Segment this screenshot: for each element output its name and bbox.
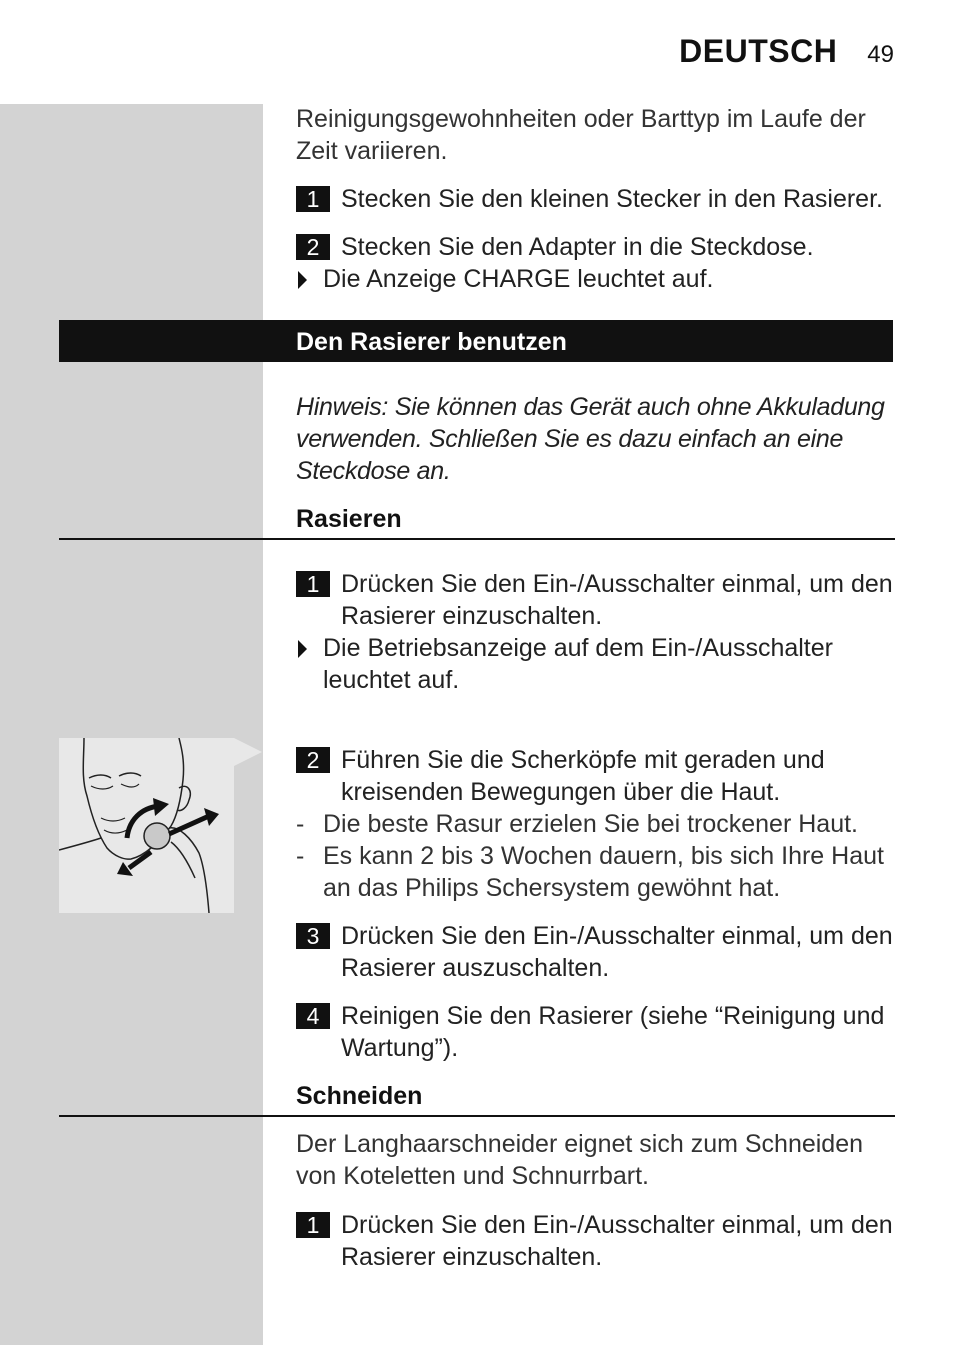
trimming-paragraph: Der Langhaarschneider eignet sich zum Schneiden von Koteletten und Schnurrbart. [296,1130,864,1190]
shaving-illustration [59,738,234,913]
step-text: Stecken Sie den Adapter in die Steckdose. [341,233,814,261]
step-number: 1 [296,1212,330,1238]
subheading-rasieren: Rasieren [296,505,402,533]
trimming-step-1 [296,1209,906,1273]
tip-text: Die beste Rasur erzielen Sie bei trockener Haut. [323,810,858,838]
dash-bullet-icon: - [296,810,305,838]
result-bullet [296,632,906,696]
shaving-step-1 [296,568,906,696]
step-number: 1 [296,571,330,597]
triangle-bullet-icon [298,271,307,289]
result-bullet [296,263,906,295]
gray-sidebar [0,104,263,1345]
tip-item [296,840,906,904]
language-label: DEUTSCH [679,33,838,69]
section-title: Den Rasierer benutzen [296,328,567,356]
divider-rule [59,538,895,540]
step-number: 1 [296,186,330,212]
shaving-step-3 [296,920,906,984]
tip-item [296,808,906,840]
subheading-schneiden: Schneiden [296,1082,423,1110]
step-text: Drücken Sie den Ein-/Ausschalter einmal, um den Rasierer auszuschalten. [341,922,893,982]
charge-step-2 [296,231,906,295]
step-text: Reinigen Sie den Rasierer (siehe “Reinigung und Wartung”). [341,1002,885,1062]
result-text: Die Betriebsanzeige auf dem Ein-/Ausschalter leuchtet auf. [323,634,833,694]
divider-rule [59,1115,895,1117]
shaving-step-2 [296,744,906,904]
intro-paragraph: Reinigungsgewohnheiten oder Barttyp im Laufe der Zeit variieren. [296,105,866,165]
note-paragraph: Hinweis: Sie können das Gerät auch ohne Akkuladung verwenden. Schließen Sie es dazu einfach an eine Steckdose an. [296,393,885,485]
page-header [679,33,894,73]
step-text: Führen Sie die Scherköpfe mit geraden und kreisenden Bewegungen über die Haut. [341,746,825,806]
step-number: 4 [296,1003,330,1029]
step-text: Stecken Sie den kleinen Stecker in den Rasierer. [341,185,883,213]
tip-text: Es kann 2 bis 3 Wochen dauern, bis sich Ihre Haut an das Philips Schersystem gewöhnt hat. [323,842,884,902]
triangle-bullet-icon [298,640,307,658]
shaving-face-icon [59,738,234,913]
step-number: 3 [296,923,330,949]
shaving-step-4 [296,1000,906,1064]
charge-step-1 [296,183,906,215]
result-text: Die Anzeige CHARGE leuchtet auf. [323,265,714,293]
step-text: Drücken Sie den Ein-/Ausschalter einmal, um den Rasierer einzuschalten. [341,1211,893,1271]
section-banner [59,320,893,362]
step-number: 2 [296,747,330,773]
step-text: Drücken Sie den Ein-/Ausschalter einmal, um den Rasierer einzuschalten. [341,570,893,630]
illustration-pointer [234,738,262,766]
step-number: 2 [296,234,330,260]
dash-bullet-icon: - [296,842,305,870]
page-number: 49 [867,41,894,68]
